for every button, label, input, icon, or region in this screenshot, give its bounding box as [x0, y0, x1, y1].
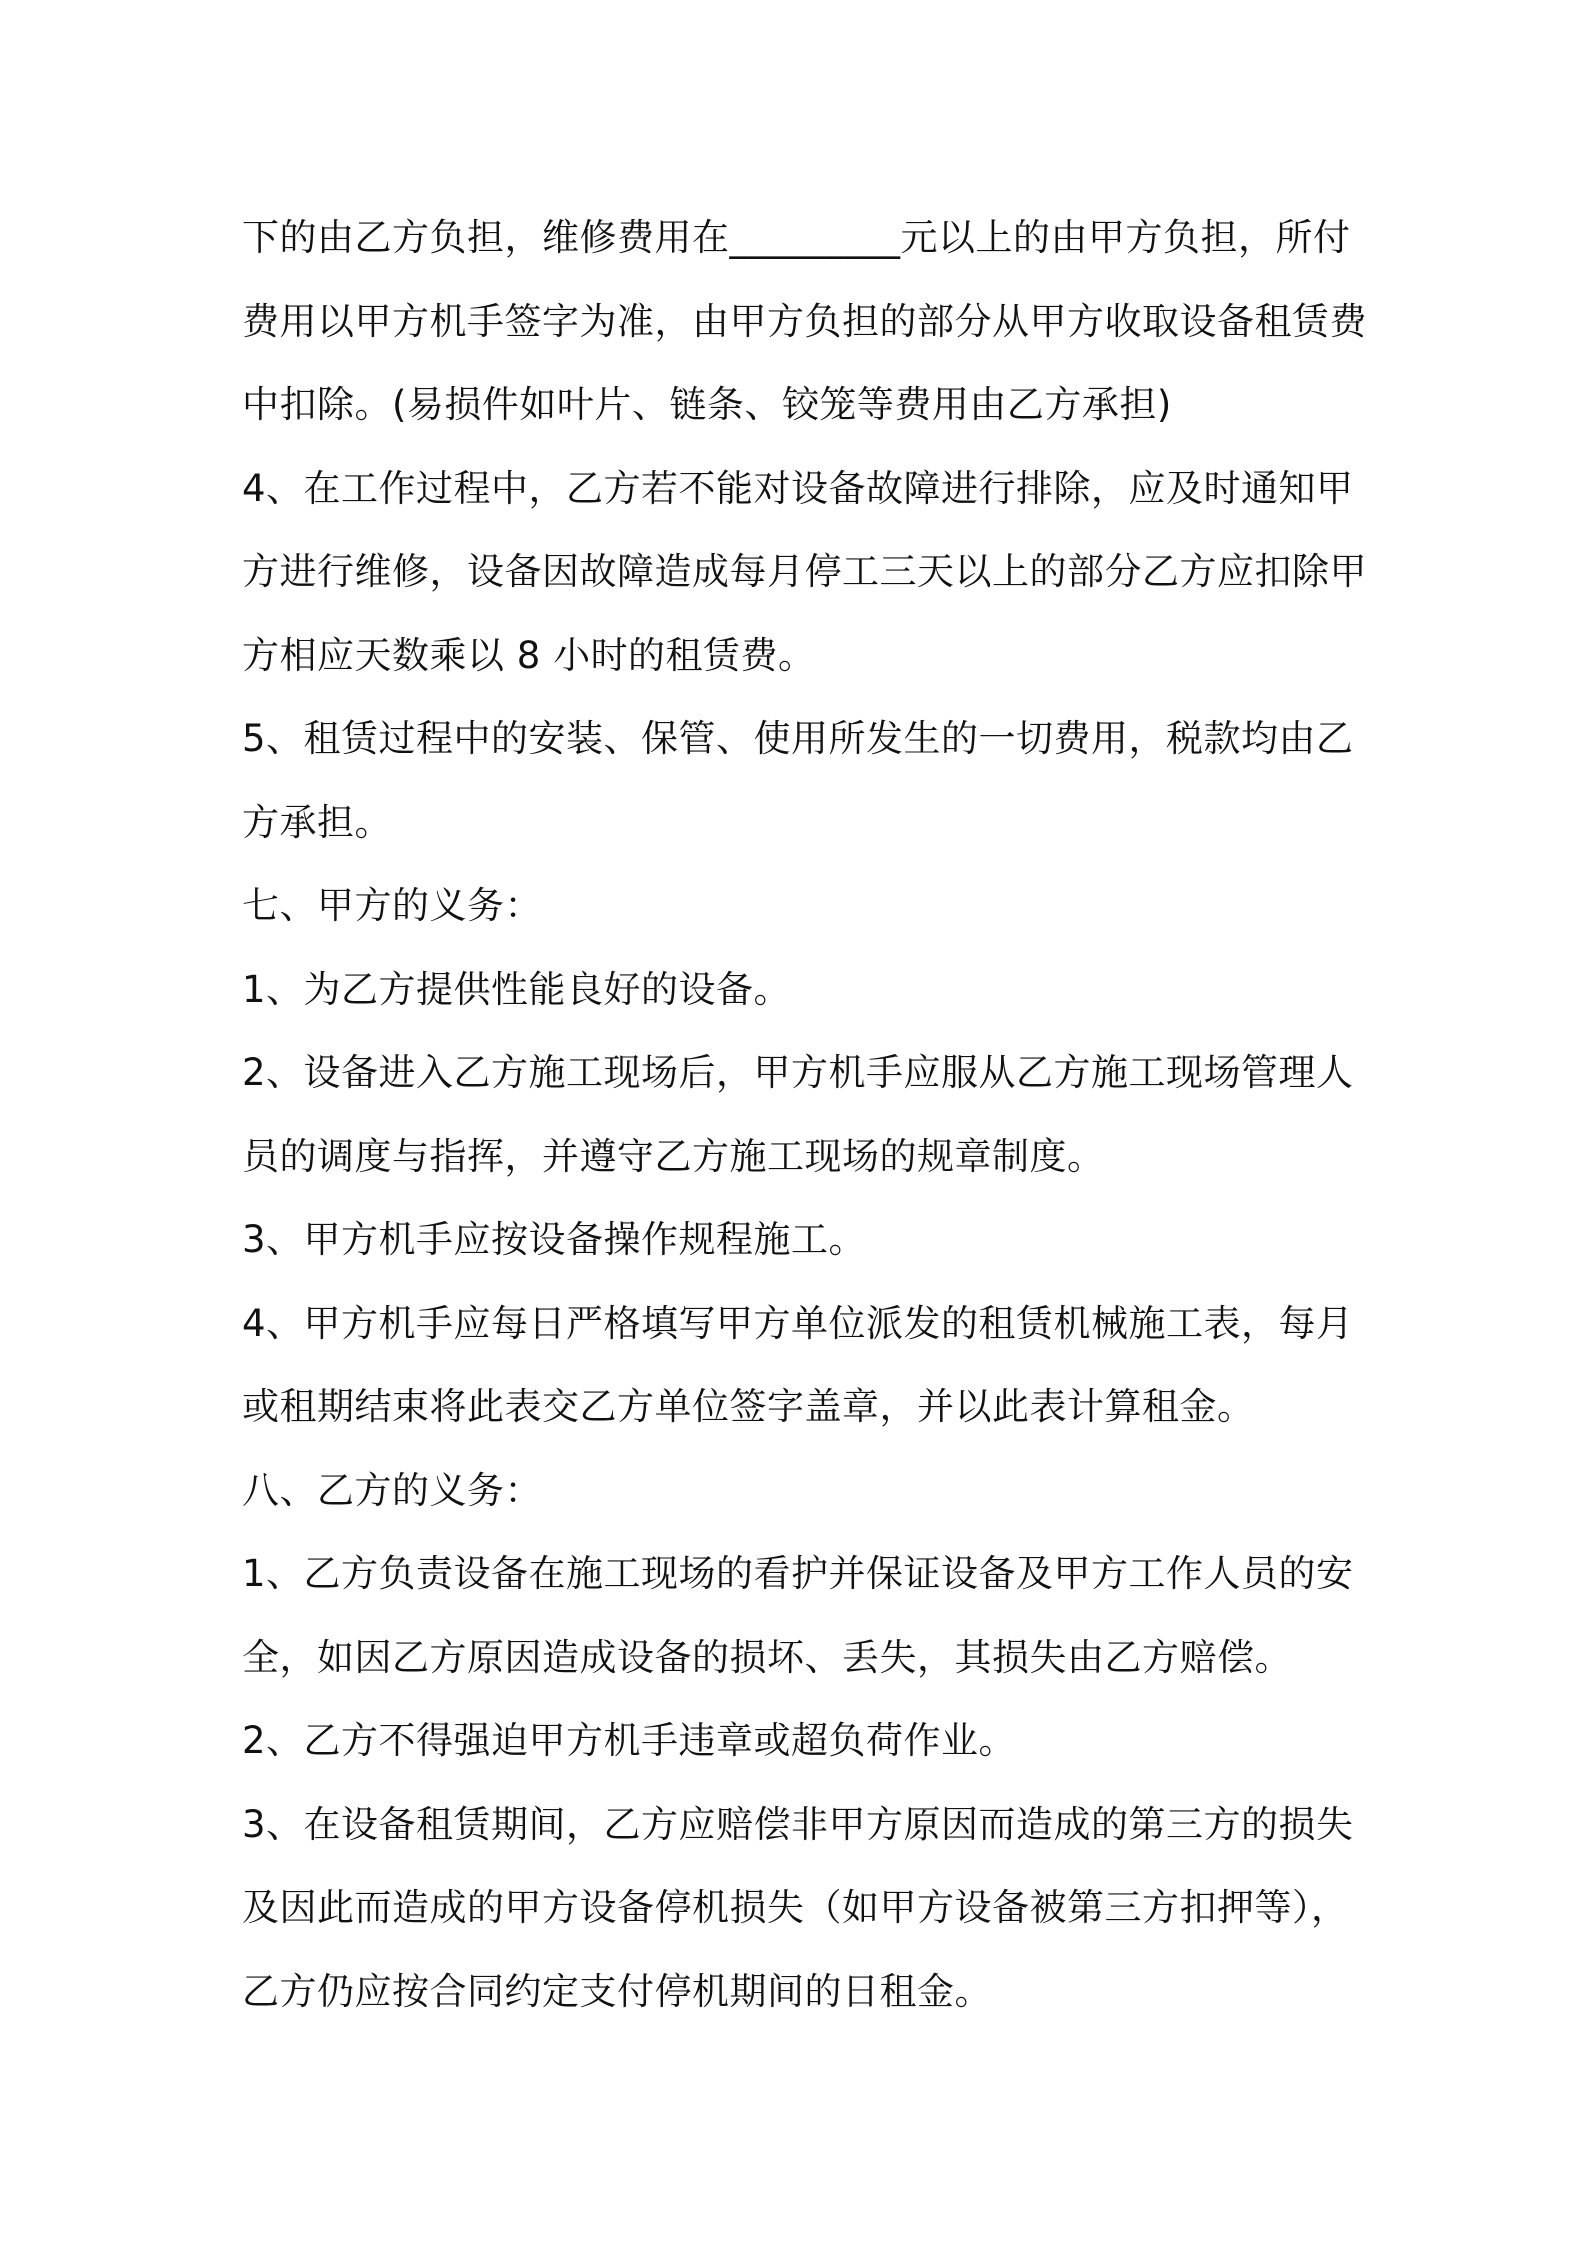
text-line-8: 方承担。 — [242, 800, 392, 844]
text-line-2: 费用以甲方机手签字为准，由甲方负担的部分从甲方收取设备租赁费 — [242, 299, 1367, 343]
text-line-5: 方进行维修，设备因故障造成每月停工三天以上的部分乙方应扣除甲 — [242, 550, 1367, 593]
text-line-6: 方相应天数乘以 8 小时的租赁费。 — [242, 633, 816, 677]
text-line-4: 4、在工作过程中，乙方若不能对设备故障进行排除，应及时通知甲 — [242, 466, 1354, 510]
text-line-22: 乙方仍应按合同约定支付停机期间的日租金。 — [242, 1969, 992, 2013]
text-line-18: 全，如因乙方原因造成设备的损坏、丢失，其损失由乙方赔偿。 — [242, 1635, 1292, 1679]
text-line-3: 中扣除。(易损件如叶片、链条、铰笼等费用由乙方承担) — [242, 383, 1172, 426]
section-heading-party-a-obligations: 七、甲方的义务： — [242, 884, 542, 927]
text-line-17: 1、乙方负责设备在施工现场的看护并保证设备及甲方工作人员的安 — [242, 1552, 1354, 1595]
text-line-11: 2、设备进入乙方施工现场后，甲方机手应服从乙方施工现场管理人 — [242, 1051, 1354, 1094]
text-line-13: 3、甲方机手应按设备操作规程施工。 — [242, 1218, 867, 1261]
document-body — [242, 196, 1367, 2033]
text-line-21: 及因此而造成的甲方设备停机损失（如甲方设备被第三方扣押等）， — [242, 1886, 1349, 1929]
section-heading-party-b-obligations: 八、乙方的义务： — [242, 1468, 542, 1512]
text-line-15: 或租期结束将此表交乙方单位签字盖章，并以此表计算租金。 — [242, 1385, 1255, 1428]
text-line-1: 下的由乙方负担，维修费用在_________元以上的由甲方负担，所付 — [242, 216, 1351, 259]
text-line-20: 3、在设备租赁期间，乙方应赔偿非甲方原因而造成的第三方的损失 — [242, 1802, 1354, 1846]
text-line-19: 2、乙方不得强迫甲方机手违章或超负荷作业。 — [242, 1719, 1017, 1762]
text-line-10: 1、为乙方提供性能良好的设备。 — [242, 967, 792, 1011]
text-line-12: 员的调度与指挥，并遵守乙方施工现场的规章制度。 — [242, 1134, 1105, 1178]
text-line-7: 5、租赁过程中的安装、保管、使用所发生的一切费用，税款均由乙 — [242, 717, 1354, 760]
text-line-14: 4、甲方机手应每日严格填写甲方单位派发的租赁机械施工表，每月 — [242, 1301, 1354, 1345]
